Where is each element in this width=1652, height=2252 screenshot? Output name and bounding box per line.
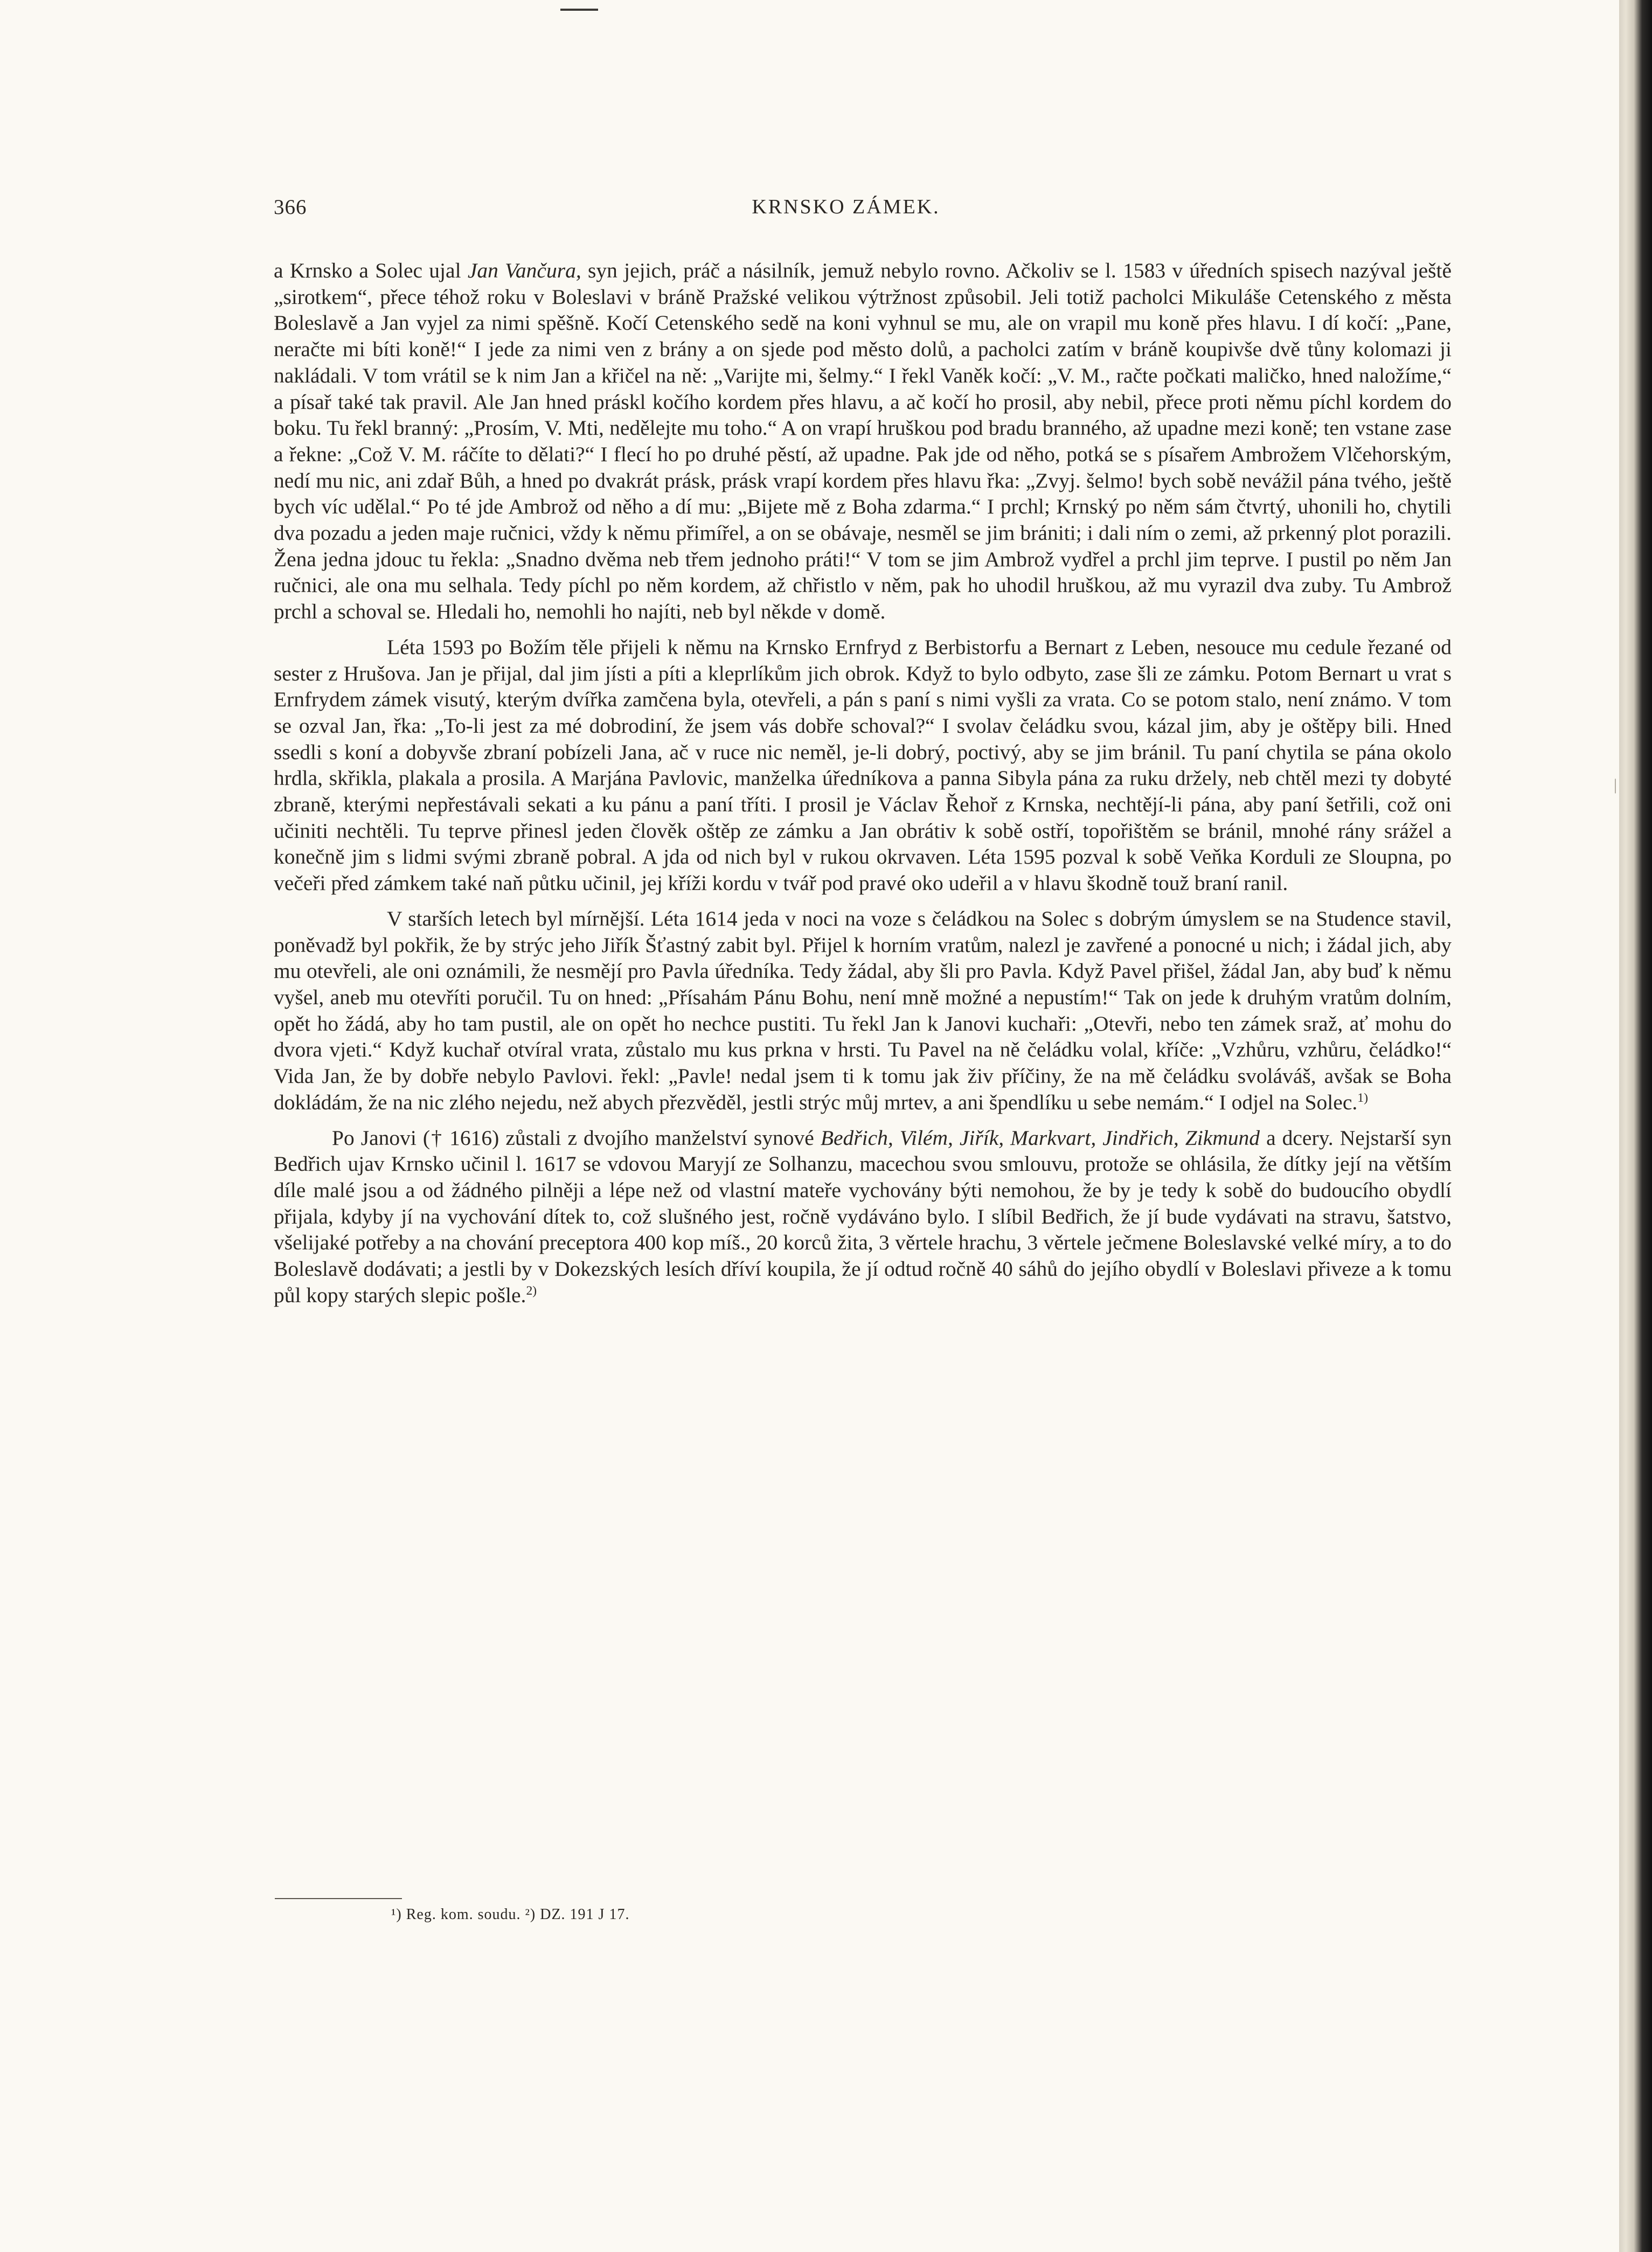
italic-name: Bedřich, Vilém, Jiřík, Markvart, Jindřich, Zikmund bbox=[820, 1125, 1260, 1150]
footnote-ref: 1) bbox=[1357, 1090, 1368, 1105]
footnote-ref: 2) bbox=[526, 1283, 537, 1298]
text-run: syn jejich, práč a násilník, jemuž nebylo rovno. Ačkoliv se l. 1583 v úředních spisech nazýval ještě „sirotkem“, přece téhož roku v Boleslavi v bráně Pražské velikou výtržnost způsobil. Jeli totiž pacholci Mikuláše Cetenského z města Boleslavě a Jan vyjel za nimi spěšně. Kočí Cetenského sedě na koni vyhnul se mu, ale on vrapil mu koně přes hlavu. I dí kočí: „Pane, neračte mi bíti koně!“ I jede za nimi ven z brány a on sjede pod město dolů, a pacholci zatím v bráně koupivše dvě tůny kolomazi ji nakládali. V tom vrátil se k nim Jan a křičel na ně: „Varijte mi, šelmy.“ I řekl Vaněk kočí: „V. M., račte počkati maličko, hned naložíme,“ a písař také tak pravil. Ale Jan hned práskl kočího kordem přes hlavu, a ač kočí ho prosil, aby nebil, přece proti němu píchl kordem do boku. Tu řekl branný: „Prosím, V. Mti, nedělejte mu toho.“ A on vrapí hruškou pod bradu branného, až upadne mezi koně; ten vstane zase a řekne: „Což V. M. ráčíte to dělati?“ I flecí ho po druhé pěstí, až upadne. Pak jde od něho, potká se s písařem Ambrožem Vlčehorským, nedí mu nic, ani zdař Bůh, a hned po dvakrát prásk, prásk vrapí kordem přes hlavu řka: „Zvyj. šelmo! bych sobě nevážil pána tvého, ještě bych víc udělal.“ Po té jde Ambrož od něho a dí mu: „Bijete mě z Boha zdarma.“ I prchl; Krnský po něm sám čtvrtý, uhonili ho, chytili dva pozadu a jeden maje ručnici, vždy k němu přimířel, a on se obávaje, nesměl se jim brániti; i dali ním o zemi, až prkenný plot porazili. Žena jedna jdouc tu řekla: „Snadno dvěma neb třem jednoho práti!“ V tom se jim Ambrož vydřel a prchl jim teprve. I pustil po něm Jan ručnici, ale ona mu selhala. Tedy píchl po něm kordem, až chřistlo v něm, pak ho uhodil hruškou, až mu vyrazil dva zuby. Tu Ambrož prchl a schoval se. Hledali ho, nemohli ho najíti, neb byl někde v domě. bbox=[274, 259, 1452, 624]
book-spine bbox=[1619, 0, 1652, 2252]
text-run: a dcery. Nejstarší syn Bedřich ujav Krnsko učinil l. 1617 se vdovou Maryjí ze Solhanzu, macechou svou smlouvu, protože se ohlásila, že dítky její na větším díle malé jsou a od žádného pilněji a lépe než od vlastní mateře vychovány býti nemohou, že by je tedy k sobě do budoucího obydlí přijala, kdyby jí na vychování dítek to, což slušného jest, ročně vydáváno bylo. I slíbil Bedřich, že jí bude vydávati na stravu, šatstvo, všelijaké potřeby a na chování preceptora 400 kop míš., 20 korců žita, 3 věrtele hrachu, 3 věrtele ječmene Boleslavské velké míry, a to do Boleslavě dodávati; a jestli by v Dokezských lesích dříví koupila, že jí odtud ročně 40 sáhů do jejího obydlí v Boleslavi přiveze a k tomu půl kopy starých slepic pošle. bbox=[274, 1125, 1452, 1307]
footnote-rule bbox=[275, 1898, 402, 1899]
scan-edge-mark bbox=[560, 9, 598, 11]
running-head: KRNSKO ZÁMEK. bbox=[752, 196, 940, 218]
paragraph-1 bbox=[274, 258, 1452, 625]
text-run: Po Janovi († 1616) zůstali z dvojího manželství synové bbox=[332, 1125, 821, 1150]
text-run: Léta 1593 po Božím těle přijeli k němu na Krnsko Ernfryd z Berbistorfu a Bernart z Leben, nesouce mu cedule řezané od sester z Hrušova. Jan je přijal, dal jim jísti a píti a kleprlíkům jich obrok. Když to bylo odbyto, zase šli ze zámku. Potom Bernart u vrat s Ernfrydem zámek visutý, kterým dvířka zamčena byla, otevřeli, a pán s paní s nimi vyšli za vrata. Co se potom stalo, není známo. V tom se ozval Jan, řka: „To-li jest za mé dobrodiní, že jsem vás dobře schoval?“ I svolav čeládku svou, kázal jim, aby je oštěpy bili. Hned ssedli s koní a dobyvše zbraní pobízeli Jana, ač v ruce nic neměl, je-li dobrý, poctivý, aby se jim bránil. Tu paní chytila se pána okolo hrdla, skřikla, plakala a prosila. A Marjána Pavlovic, manželka úředníkova a panna Sibyla pána za ruku držely, neb chtěl mezi ty dobyté zbraně, kterými nepřestávali sekati a ku pánu a paní tříti. I prosil je Václav Řehoř z Krnska, nechtějí-li pána, aby paní šetřili, což oni učiniti nechtěli. Tu teprve přinesl jeden člověk oštěp ze zámku a Jan obrátiv k sobě ostří, topořištěm se bránil, mnohé rány srážel a konečně jim s lidmi svými zbraně pobral. A jda od nich byl v rukou okrvaven. Léta 1595 pozval k sobě Veňka Korduli ze Sloupna, po večeři před zámkem také naň půtku učinil, jej kříži kordu v tvář pod pravé oko udeřil a v hlavu škodně touž braní ranil. bbox=[274, 635, 1452, 895]
italic-name: Jan Vančura, bbox=[467, 259, 581, 282]
text-run: V starších letech byl mírnější. Léta 1614 jeda v noci na voze s čeládkou na Solec s dobrým úmyslem se na Studence stavil, poněvadž byl pokřik, že by strýc jeho Jiřík Šťastný zabit byl. Přijel k horním vratům, nalezl je zavřené a ponocné u nich; i žádal jich, aby mu otevřeli, ale oni oznámili, že nesmějí pro Pavla úředníka. Tedy žádal, aby šli pro Pavla. Když Pavel přišel, žádal Jan, aby buď k němu vyšel, aneb mu otevříti poručil. Tu on hned: „Přísahám Pánu Bohu, není mně možné a nepustím!“ Tak on jede k druhým vratům dolním, opět ho žádá, aby ho tam pustil, ale on opět ho nechce pustiti. Tu řekl Jan k Janovi kuchaři: „Otevři, nebo ten zámek sraž, ať mohu do dvora vjeti.“ Když kuchař otvíral vrata, zůstalo mu kus prkna v hrsti. Tu Pavel na ně čeládku volal, kříče: „Vzhůru, vzhůru, čeládko!“ Vida Jan, že by dobře nebylo Pavlovi. řekl: „Pavle! nedal jsem ti k tomu jak živ příčiny, že na mě čeládku svoláváš, avšak se Boha dokládám, že na nic zlého nejedu, než abych přezvěděl, jestli strýc můj mrtev, a ani špendlíku u sebe nemám.“ I odjel na Solec. bbox=[274, 906, 1452, 1114]
footnote: ¹) Reg. kom. soudu. ²) DZ. 191 J 17. bbox=[391, 1906, 630, 1923]
paragraph-2 bbox=[274, 634, 1452, 896]
margin-mark: | bbox=[1614, 776, 1618, 794]
page-number: 366 bbox=[274, 196, 307, 219]
body-text bbox=[274, 258, 1452, 1317]
text-run: a Krnsko a Solec ujal bbox=[274, 259, 468, 282]
paragraph-4 bbox=[274, 1125, 1452, 1309]
paragraph-3 bbox=[274, 906, 1452, 1116]
